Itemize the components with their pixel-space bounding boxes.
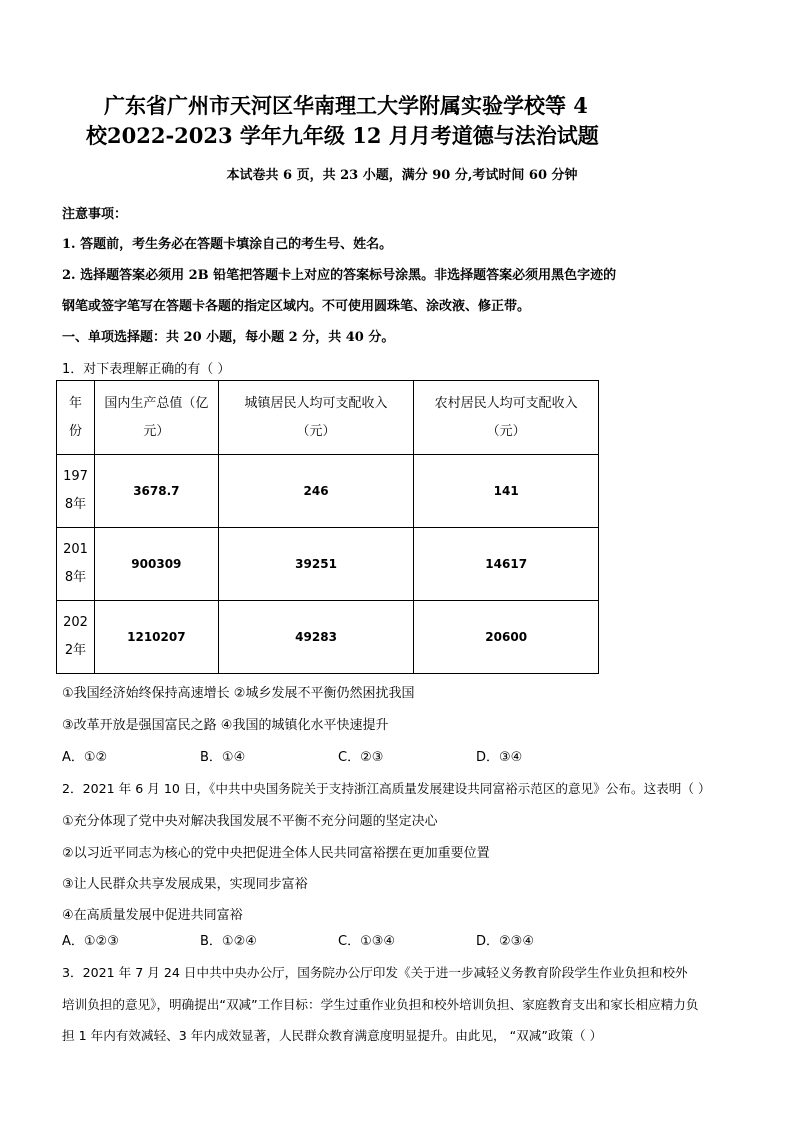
notice-heading: 注意事项： — [62, 207, 128, 222]
question-2-statement-2: ②以习近平同志为核心的党中央把促进全体人民共同富裕摆在更加重要位置 — [62, 846, 490, 861]
header-year-line-2: 份 — [68, 423, 82, 439]
cell-urban-income: 39251 — [218, 528, 414, 601]
header-urban-line-2: （元） — [296, 423, 336, 439]
question-1-statements-1-2: ①我国经济始终保持高速增长 ②城乡发展不平衡仍然困扰我国 — [62, 686, 415, 701]
option-c[interactable]: C．②③ — [338, 750, 384, 765]
question-2-options — [62, 930, 534, 949]
question-3-line-2: 培训负担的意见》，明确提出“双减”工作目标：学生过重作业负担和校外培训负担、家庭教育支出和家长相应精力负 — [62, 997, 699, 1012]
question-3-line-1: 3．2021 年 7 月 24 日中共中央办公厅，国务院办公厅印发《关于进一步减轻义务教育阶段学生作业负担和校外 — [62, 965, 688, 980]
notice-item-2-line-1: 2. 选择题答案必须用 2B 铅笔把答题卡上对应的答案标号涂黑。非选择题答案必须用黑色字迹的 — [62, 268, 617, 283]
option-b[interactable]: B．①②④ — [200, 934, 257, 949]
cell-year — [57, 528, 95, 601]
header-gdp-line-2: 元） — [143, 423, 170, 439]
cell-gdp: 900309 — [94, 528, 218, 601]
exam-title-line-2: 校2022-2023 学年九年级 12 月月考道德与法治试题 — [86, 123, 599, 148]
header-year — [57, 381, 95, 455]
option-c[interactable]: C．①③④ — [338, 934, 396, 949]
question-3-line-3: 担 1 年内有效减轻、3 年内成效显著，人民群众教育满意度明显提升。由此见， “双减”政策（ ） — [62, 1028, 603, 1043]
header-rural-line-1: 农村居民人均可支配收入 — [434, 395, 578, 411]
notice-item-2-line-2: 钢笔或签字笔写在答题卡各题的指定区域内。不可使用圆珠笔、涂改液、修正带。 — [62, 299, 531, 314]
exam-title-line-1: 广东省广州市天河区华南理工大学附属实验学校等 4 — [104, 93, 588, 118]
question-1-stem: 1．对下表理解正确的有（ ） — [62, 362, 231, 377]
table-header-row — [57, 381, 599, 455]
question-2-statement-3: ③让人民群众共享发展成果，实现同步富裕 — [62, 877, 308, 892]
section-heading-single-choice: 一、单项选择题：共 20 小题，每小题 2 分，共 40 分。 — [62, 330, 395, 345]
header-urban-line-1: 城镇居民人均可支配收入 — [244, 395, 388, 411]
income-table — [56, 380, 599, 674]
header-gdp-line-1: 国内生产总值（亿 — [104, 395, 209, 411]
table-row — [57, 601, 599, 674]
exam-subtitle: 本试卷共 6 页，共 23 小题，满分 90 分,考试时间 60 分钟 — [226, 168, 578, 183]
notice-item-1: 1. 答题前，考生务必在答题卡填涂自己的考生号、姓名。 — [62, 237, 393, 252]
header-rural-line-2: （元） — [486, 423, 526, 439]
header-year-line-1: 年 — [68, 395, 82, 411]
cell-year-part-2: 8年 — [64, 497, 87, 512]
cell-gdp: 1210207 — [94, 601, 218, 674]
cell-urban-income: 49283 — [218, 601, 414, 674]
table-row — [57, 455, 599, 528]
table-row — [57, 528, 599, 601]
cell-year-part-1: 197 — [63, 469, 88, 484]
header-urban-income — [218, 381, 414, 455]
cell-rural-income: 14617 — [414, 528, 599, 601]
option-a[interactable]: A．①② — [62, 750, 108, 765]
header-gdp — [94, 381, 218, 455]
cell-year-part-2: 2年 — [64, 643, 87, 658]
option-d[interactable]: D．③④ — [476, 750, 523, 765]
question-2-stem: 2．2021 年 6 月 10 日，《中共中央国务院关于支持浙江高质量发展建设共同富裕示范区的意见》公布。这表明（ ） — [62, 781, 711, 796]
cell-gdp: 3678.7 — [94, 455, 218, 528]
question-2-statement-1: ①充分体现了党中央对解决我国发展不平衡不充分问题的坚定决心 — [62, 814, 438, 829]
question-1-statements-3-4: ③改革开放是强国富民之路 ④我国的城镇化水平快速提升 — [62, 718, 389, 733]
cell-year-part-1: 201 — [63, 542, 88, 557]
option-d[interactable]: D．②③④ — [476, 934, 534, 949]
cell-urban-income: 246 — [218, 455, 414, 528]
cell-year — [57, 601, 95, 674]
cell-year-part-1: 202 — [63, 615, 88, 630]
cell-year — [57, 455, 95, 528]
option-b[interactable]: B．①④ — [200, 750, 246, 765]
header-rural-income — [414, 381, 599, 455]
cell-year-part-2: 8年 — [64, 570, 87, 585]
cell-rural-income: 20600 — [414, 601, 599, 674]
cell-rural-income: 141 — [414, 455, 599, 528]
question-2-statement-4: ④在高质量发展中促进共同富裕 — [62, 908, 243, 923]
question-1-options — [62, 746, 522, 765]
option-a[interactable]: A．①②③ — [62, 934, 119, 949]
